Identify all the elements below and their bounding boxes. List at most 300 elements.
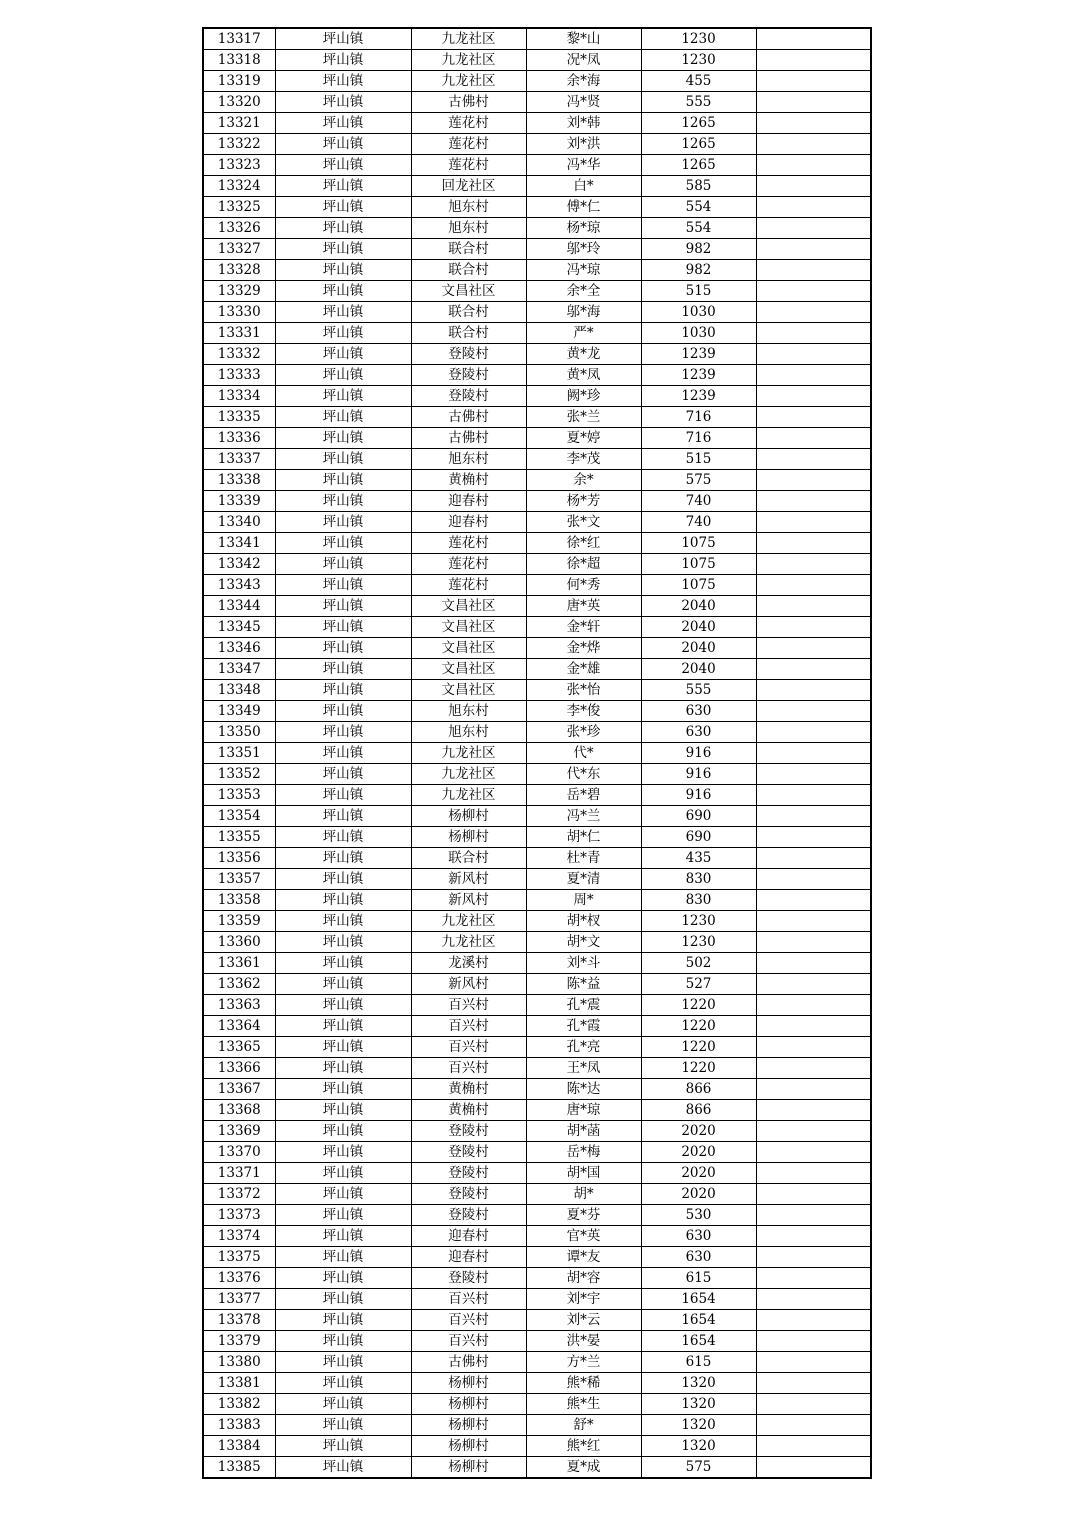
data-table xyxy=(202,27,872,1479)
cell-town: 坪山镇 xyxy=(275,1121,411,1142)
cell-remark xyxy=(756,785,871,806)
cell-town: 坪山镇 xyxy=(275,1331,411,1352)
cell-serial-number: 13381 xyxy=(203,1373,275,1394)
cell-village: 登陵村 xyxy=(411,344,526,365)
table-row xyxy=(203,449,871,470)
cell-name: 余*全 xyxy=(526,281,641,302)
cell-village: 文昌社区 xyxy=(411,680,526,701)
cell-name: 金*轩 xyxy=(526,617,641,638)
cell-town: 坪山镇 xyxy=(275,1079,411,1100)
cell-serial-number: 13319 xyxy=(203,71,275,92)
cell-name: 余*海 xyxy=(526,71,641,92)
cell-remark xyxy=(756,71,871,92)
cell-amount: 1320 xyxy=(641,1436,756,1457)
table-row xyxy=(203,239,871,260)
cell-remark xyxy=(756,1352,871,1373)
cell-name: 张*文 xyxy=(526,512,641,533)
cell-town: 坪山镇 xyxy=(275,1289,411,1310)
cell-village: 百兴村 xyxy=(411,1310,526,1331)
cell-amount: 866 xyxy=(641,1100,756,1121)
cell-amount: 2040 xyxy=(641,638,756,659)
table-row xyxy=(203,491,871,512)
cell-village: 联合村 xyxy=(411,260,526,281)
cell-amount: 1230 xyxy=(641,50,756,71)
cell-name: 洪*晏 xyxy=(526,1331,641,1352)
cell-serial-number: 13326 xyxy=(203,218,275,239)
cell-village: 登陵村 xyxy=(411,386,526,407)
table-row xyxy=(203,806,871,827)
cell-village: 旭东村 xyxy=(411,197,526,218)
cell-village: 联合村 xyxy=(411,323,526,344)
cell-amount: 1239 xyxy=(641,386,756,407)
cell-village: 旭东村 xyxy=(411,722,526,743)
cell-remark xyxy=(756,869,871,890)
cell-name: 徐*超 xyxy=(526,554,641,575)
cell-name: 岳*碧 xyxy=(526,785,641,806)
cell-town: 坪山镇 xyxy=(275,596,411,617)
cell-town: 坪山镇 xyxy=(275,764,411,785)
cell-remark xyxy=(756,1247,871,1268)
cell-amount: 1220 xyxy=(641,995,756,1016)
cell-name: 邬*海 xyxy=(526,302,641,323)
cell-name: 胡*国 xyxy=(526,1163,641,1184)
cell-serial-number: 13380 xyxy=(203,1352,275,1373)
cell-serial-number: 13384 xyxy=(203,1436,275,1457)
cell-village: 回龙社区 xyxy=(411,176,526,197)
cell-village: 文昌社区 xyxy=(411,638,526,659)
cell-name: 陈*益 xyxy=(526,974,641,995)
cell-amount: 2040 xyxy=(641,659,756,680)
cell-amount: 1239 xyxy=(641,365,756,386)
cell-village: 登陵村 xyxy=(411,1205,526,1226)
cell-remark xyxy=(756,932,871,953)
cell-amount: 630 xyxy=(641,1226,756,1247)
table-row xyxy=(203,890,871,911)
cell-remark xyxy=(756,617,871,638)
cell-remark xyxy=(756,92,871,113)
cell-serial-number: 13344 xyxy=(203,596,275,617)
cell-name: 刘*斗 xyxy=(526,953,641,974)
cell-amount: 515 xyxy=(641,281,756,302)
cell-serial-number: 13346 xyxy=(203,638,275,659)
cell-name: 黄*龙 xyxy=(526,344,641,365)
cell-amount: 2020 xyxy=(641,1163,756,1184)
cell-serial-number: 13350 xyxy=(203,722,275,743)
cell-remark xyxy=(756,365,871,386)
cell-village: 九龙社区 xyxy=(411,71,526,92)
cell-serial-number: 13375 xyxy=(203,1247,275,1268)
table-row xyxy=(203,1268,871,1289)
cell-amount: 982 xyxy=(641,260,756,281)
cell-village: 登陵村 xyxy=(411,1142,526,1163)
cell-serial-number: 13364 xyxy=(203,1016,275,1037)
cell-remark xyxy=(756,491,871,512)
cell-remark xyxy=(756,953,871,974)
cell-remark xyxy=(756,890,871,911)
cell-serial-number: 13317 xyxy=(203,28,275,50)
cell-village: 古佛村 xyxy=(411,92,526,113)
cell-name: 傅*仁 xyxy=(526,197,641,218)
cell-amount: 1230 xyxy=(641,932,756,953)
cell-amount: 1654 xyxy=(641,1331,756,1352)
table-row xyxy=(203,743,871,764)
cell-town: 坪山镇 xyxy=(275,365,411,386)
cell-serial-number: 13318 xyxy=(203,50,275,71)
cell-serial-number: 13339 xyxy=(203,491,275,512)
cell-remark xyxy=(756,1268,871,1289)
table-row xyxy=(203,407,871,428)
cell-town: 坪山镇 xyxy=(275,281,411,302)
cell-town: 坪山镇 xyxy=(275,428,411,449)
cell-town: 坪山镇 xyxy=(275,575,411,596)
cell-village: 百兴村 xyxy=(411,1037,526,1058)
cell-village: 联合村 xyxy=(411,302,526,323)
cell-name: 胡*容 xyxy=(526,1268,641,1289)
cell-name: 方*兰 xyxy=(526,1352,641,1373)
cell-village: 黄桷村 xyxy=(411,1079,526,1100)
cell-remark xyxy=(756,1163,871,1184)
cell-village: 九龙社区 xyxy=(411,28,526,50)
cell-remark xyxy=(756,1100,871,1121)
cell-town: 坪山镇 xyxy=(275,869,411,890)
cell-remark xyxy=(756,1142,871,1163)
table-row xyxy=(203,1436,871,1457)
table-row xyxy=(203,134,871,155)
cell-village: 黄桷村 xyxy=(411,1100,526,1121)
cell-village: 古佛村 xyxy=(411,407,526,428)
table-row xyxy=(203,512,871,533)
cell-serial-number: 13324 xyxy=(203,176,275,197)
cell-name: 熊*红 xyxy=(526,1436,641,1457)
table-row xyxy=(203,1394,871,1415)
cell-amount: 554 xyxy=(641,218,756,239)
cell-amount: 1075 xyxy=(641,575,756,596)
table-row xyxy=(203,974,871,995)
cell-amount: 1220 xyxy=(641,1016,756,1037)
cell-town: 坪山镇 xyxy=(275,827,411,848)
cell-village: 莲花村 xyxy=(411,155,526,176)
cell-amount: 916 xyxy=(641,764,756,785)
cell-town: 坪山镇 xyxy=(275,134,411,155)
cell-remark xyxy=(756,428,871,449)
table-row xyxy=(203,470,871,491)
cell-town: 坪山镇 xyxy=(275,953,411,974)
cell-amount: 575 xyxy=(641,1457,756,1479)
cell-town: 坪山镇 xyxy=(275,407,411,428)
table-row xyxy=(203,155,871,176)
cell-amount: 916 xyxy=(641,785,756,806)
cell-serial-number: 13334 xyxy=(203,386,275,407)
cell-remark xyxy=(756,1205,871,1226)
cell-amount: 575 xyxy=(641,470,756,491)
cell-serial-number: 13376 xyxy=(203,1268,275,1289)
cell-village: 百兴村 xyxy=(411,1331,526,1352)
cell-name: 张*珍 xyxy=(526,722,641,743)
cell-remark xyxy=(756,596,871,617)
cell-village: 登陵村 xyxy=(411,1268,526,1289)
cell-amount: 982 xyxy=(641,239,756,260)
table-row xyxy=(203,1016,871,1037)
cell-town: 坪山镇 xyxy=(275,995,411,1016)
cell-serial-number: 13331 xyxy=(203,323,275,344)
table-row xyxy=(203,1331,871,1352)
cell-name: 冯*贤 xyxy=(526,92,641,113)
cell-amount: 2020 xyxy=(641,1142,756,1163)
cell-remark xyxy=(756,1079,871,1100)
cell-town: 坪山镇 xyxy=(275,974,411,995)
cell-remark xyxy=(756,575,871,596)
cell-name: 代* xyxy=(526,743,641,764)
cell-remark xyxy=(756,512,871,533)
cell-town: 坪山镇 xyxy=(275,659,411,680)
table-row xyxy=(203,50,871,71)
cell-name: 冯*华 xyxy=(526,155,641,176)
table-row xyxy=(203,722,871,743)
cell-town: 坪山镇 xyxy=(275,1226,411,1247)
cell-remark xyxy=(756,1184,871,1205)
cell-serial-number: 13333 xyxy=(203,365,275,386)
cell-serial-number: 13337 xyxy=(203,449,275,470)
cell-town: 坪山镇 xyxy=(275,260,411,281)
cell-serial-number: 13343 xyxy=(203,575,275,596)
table-row xyxy=(203,1121,871,1142)
cell-serial-number: 13352 xyxy=(203,764,275,785)
cell-town: 坪山镇 xyxy=(275,386,411,407)
cell-town: 坪山镇 xyxy=(275,239,411,260)
table-row xyxy=(203,827,871,848)
cell-amount: 630 xyxy=(641,701,756,722)
table-row xyxy=(203,1100,871,1121)
table-row xyxy=(203,218,871,239)
cell-serial-number: 13355 xyxy=(203,827,275,848)
cell-remark xyxy=(756,1121,871,1142)
cell-village: 杨柳村 xyxy=(411,1415,526,1436)
cell-village: 古佛村 xyxy=(411,1352,526,1373)
cell-remark xyxy=(756,155,871,176)
cell-serial-number: 13385 xyxy=(203,1457,275,1479)
cell-name: 唐*琼 xyxy=(526,1100,641,1121)
cell-name: 胡*仁 xyxy=(526,827,641,848)
cell-village: 登陵村 xyxy=(411,1163,526,1184)
cell-serial-number: 13359 xyxy=(203,911,275,932)
cell-town: 坪山镇 xyxy=(275,848,411,869)
cell-name: 金*雄 xyxy=(526,659,641,680)
table-row xyxy=(203,260,871,281)
cell-serial-number: 13368 xyxy=(203,1100,275,1121)
table-row xyxy=(203,680,871,701)
cell-amount: 1265 xyxy=(641,113,756,134)
cell-name: 杨*芳 xyxy=(526,491,641,512)
cell-remark xyxy=(756,407,871,428)
cell-town: 坪山镇 xyxy=(275,470,411,491)
cell-amount: 740 xyxy=(641,512,756,533)
cell-amount: 435 xyxy=(641,848,756,869)
cell-village: 杨柳村 xyxy=(411,806,526,827)
cell-village: 迎春村 xyxy=(411,1226,526,1247)
cell-town: 坪山镇 xyxy=(275,638,411,659)
table-row xyxy=(203,92,871,113)
cell-name: 夏*清 xyxy=(526,869,641,890)
table-row xyxy=(203,869,871,890)
cell-serial-number: 13371 xyxy=(203,1163,275,1184)
cell-town: 坪山镇 xyxy=(275,28,411,50)
table-row xyxy=(203,365,871,386)
cell-amount: 1230 xyxy=(641,28,756,50)
cell-remark xyxy=(756,638,871,659)
cell-village: 百兴村 xyxy=(411,1016,526,1037)
cell-remark xyxy=(756,1373,871,1394)
cell-town: 坪山镇 xyxy=(275,1163,411,1184)
cell-town: 坪山镇 xyxy=(275,1457,411,1479)
cell-name: 夏*婷 xyxy=(526,428,641,449)
cell-village: 莲花村 xyxy=(411,533,526,554)
cell-remark xyxy=(756,113,871,134)
cell-serial-number: 13382 xyxy=(203,1394,275,1415)
cell-amount: 515 xyxy=(641,449,756,470)
table-row xyxy=(203,113,871,134)
cell-remark xyxy=(756,281,871,302)
cell-serial-number: 13362 xyxy=(203,974,275,995)
cell-name: 刘*宇 xyxy=(526,1289,641,1310)
cell-amount: 1230 xyxy=(641,911,756,932)
cell-remark xyxy=(756,323,871,344)
cell-amount: 1320 xyxy=(641,1415,756,1436)
cell-serial-number: 13360 xyxy=(203,932,275,953)
cell-village: 文昌社区 xyxy=(411,659,526,680)
cell-serial-number: 13336 xyxy=(203,428,275,449)
cell-amount: 716 xyxy=(641,428,756,449)
cell-name: 黎*山 xyxy=(526,28,641,50)
cell-remark xyxy=(756,176,871,197)
cell-name: 谭*友 xyxy=(526,1247,641,1268)
table-row xyxy=(203,1352,871,1373)
table-row xyxy=(203,1289,871,1310)
cell-remark xyxy=(756,554,871,575)
cell-remark xyxy=(756,995,871,1016)
table-row xyxy=(203,1184,871,1205)
table-row xyxy=(203,785,871,806)
cell-village: 新风村 xyxy=(411,974,526,995)
cell-amount: 585 xyxy=(641,176,756,197)
cell-remark xyxy=(756,1415,871,1436)
cell-village: 新风村 xyxy=(411,890,526,911)
cell-remark xyxy=(756,239,871,260)
cell-amount: 716 xyxy=(641,407,756,428)
cell-name: 夏*芬 xyxy=(526,1205,641,1226)
table-row xyxy=(203,386,871,407)
cell-amount: 1320 xyxy=(641,1373,756,1394)
table-row xyxy=(203,575,871,596)
cell-name: 冯*兰 xyxy=(526,806,641,827)
cell-name: 刘*韩 xyxy=(526,113,641,134)
cell-town: 坪山镇 xyxy=(275,1247,411,1268)
cell-remark xyxy=(756,302,871,323)
cell-town: 坪山镇 xyxy=(275,1142,411,1163)
cell-amount: 1654 xyxy=(641,1289,756,1310)
cell-remark xyxy=(756,1016,871,1037)
cell-village: 莲花村 xyxy=(411,134,526,155)
cell-village: 联合村 xyxy=(411,848,526,869)
table-row xyxy=(203,176,871,197)
cell-remark xyxy=(756,1457,871,1479)
cell-serial-number: 13361 xyxy=(203,953,275,974)
cell-remark xyxy=(756,827,871,848)
cell-town: 坪山镇 xyxy=(275,1184,411,1205)
cell-amount: 1220 xyxy=(641,1037,756,1058)
cell-amount: 1320 xyxy=(641,1394,756,1415)
cell-village: 九龙社区 xyxy=(411,743,526,764)
cell-serial-number: 13323 xyxy=(203,155,275,176)
cell-town: 坪山镇 xyxy=(275,617,411,638)
cell-name: 刘*洪 xyxy=(526,134,641,155)
cell-serial-number: 13349 xyxy=(203,701,275,722)
cell-remark xyxy=(756,974,871,995)
cell-serial-number: 13374 xyxy=(203,1226,275,1247)
table-row xyxy=(203,1457,871,1479)
cell-town: 坪山镇 xyxy=(275,302,411,323)
table-row xyxy=(203,638,871,659)
cell-name: 阙*珍 xyxy=(526,386,641,407)
cell-amount: 630 xyxy=(641,1247,756,1268)
cell-village: 杨柳村 xyxy=(411,1373,526,1394)
table-row xyxy=(203,1037,871,1058)
cell-serial-number: 13354 xyxy=(203,806,275,827)
cell-amount: 1075 xyxy=(641,554,756,575)
cell-serial-number: 13373 xyxy=(203,1205,275,1226)
cell-village: 九龙社区 xyxy=(411,911,526,932)
cell-village: 旭东村 xyxy=(411,449,526,470)
cell-remark xyxy=(756,680,871,701)
cell-village: 百兴村 xyxy=(411,995,526,1016)
cell-town: 坪山镇 xyxy=(275,50,411,71)
cell-remark xyxy=(756,1289,871,1310)
cell-remark xyxy=(756,743,871,764)
cell-name: 李*俊 xyxy=(526,701,641,722)
cell-village: 莲花村 xyxy=(411,554,526,575)
cell-amount: 1030 xyxy=(641,323,756,344)
table-row xyxy=(203,1079,871,1100)
cell-name: 胡* xyxy=(526,1184,641,1205)
cell-village: 旭东村 xyxy=(411,701,526,722)
cell-town: 坪山镇 xyxy=(275,533,411,554)
cell-village: 杨柳村 xyxy=(411,1457,526,1479)
cell-village: 龙溪村 xyxy=(411,953,526,974)
cell-town: 坪山镇 xyxy=(275,1373,411,1394)
table-row xyxy=(203,953,871,974)
cell-remark xyxy=(756,344,871,365)
cell-amount: 740 xyxy=(641,491,756,512)
cell-village: 登陵村 xyxy=(411,1121,526,1142)
cell-town: 坪山镇 xyxy=(275,155,411,176)
cell-name: 孔*亮 xyxy=(526,1037,641,1058)
cell-name: 周* xyxy=(526,890,641,911)
cell-remark xyxy=(756,911,871,932)
cell-serial-number: 13366 xyxy=(203,1058,275,1079)
cell-village: 新风村 xyxy=(411,869,526,890)
table-row xyxy=(203,281,871,302)
cell-serial-number: 13379 xyxy=(203,1331,275,1352)
cell-remark xyxy=(756,659,871,680)
cell-town: 坪山镇 xyxy=(275,1415,411,1436)
cell-name: 胡*杈 xyxy=(526,911,641,932)
cell-serial-number: 13321 xyxy=(203,113,275,134)
cell-town: 坪山镇 xyxy=(275,932,411,953)
cell-amount: 2020 xyxy=(641,1121,756,1142)
cell-village: 九龙社区 xyxy=(411,764,526,785)
cell-amount: 2040 xyxy=(641,617,756,638)
cell-name: 官*英 xyxy=(526,1226,641,1247)
cell-town: 坪山镇 xyxy=(275,701,411,722)
